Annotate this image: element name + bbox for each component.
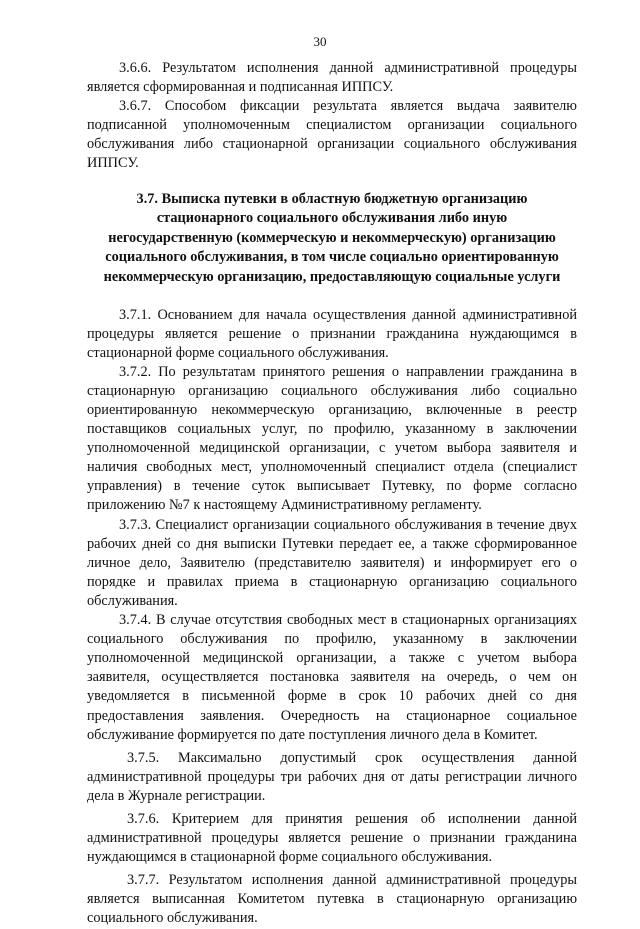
paragraph-3-7-2: 3.7.2. По результатам принятого решения о направлении гражданина в стационарную организацию социального обслуживания либо социально ориентированную некоммерческую организацию, включенные в реестр поставщиков социальных услуг, по профилю, указанному в заключении уполномоченной медицинской организации, с учетом выбора заявителя и наличия свободных мест, уполномоченный специалист отдела (специалист управления) в течение суток выписывает Путевку, по форме согласно приложению №7 к настоящему Административному регламенту.	[87, 363, 577, 514]
section-heading-3-7: 3.7. Выписка путевки в областную бюджетную организацию стационарного социального обслуживания либо иную негосударственную (коммерческую и некоммерческую) организацию социального обслуживания, в том числе социально ориентированную некоммерческую организацию, предоставляющую социальные услуги	[103, 190, 561, 285]
document-body	[87, 59, 577, 929]
page-number: 30	[313, 34, 327, 49]
paragraph-3-6-7: 3.6.7. Способом фиксации результата является выдача заявителю подписанной уполномоченным специалистом организации социального обслуживания либо стационарной организации социального обслуживания ИППСУ.	[87, 98, 577, 172]
paragraph-3-7-4: 3.7.4. В случае отсутствия свободных мест в стационарных организациях социального обслуживания по профилю, указанному в заключении уполномоченной медицинской организации, а также с учетом выбора заявителя, осуществляется постановка заявителя на очередь, о чем он уведомляется в письменной форме в срок 10 рабочих дней со дня предоставления заявления. Очередность на стационарное социальное обслуживание формируется по дате поступления личного дела в Комитет.	[87, 612, 577, 743]
paragraph-3-7-5: 3.7.5. Максимально допустимый срок осуществления данной административной процедуры три рабочих дня от даты регистрации личного дела в Журнале регистрации.	[87, 749, 577, 804]
paragraph-3-7-7: 3.7.7. Результатом исполнения данной административной процедуры является выписанная Комитетом путевка в стационарную организацию социального обслуживания.	[87, 872, 577, 927]
paragraph-3-6-6: 3.6.6. Результатом исполнения данной административной процедуры является сформированная и подписанная ИППСУ.	[87, 60, 577, 96]
paragraph-3-7-3: 3.7.3. Специалист организации социального обслуживания в течение двух рабочих дней со дня выписки Путевки передает ее, а также сформированное личное дело, Заявителю (представителю заявителя) и информирует его о порядке и правилах приема в стационарную организацию социального обслуживания.	[87, 516, 577, 609]
paragraph-3-7-6: 3.7.6. Критерием для принятия решения об исполнении данной административной процедуры является решение о признании гражданина нуждающимся в стационарной форме социального обслуживания.	[87, 810, 577, 866]
paragraph-3-7-1: 3.7.1. Основанием для начала осуществления данной административной процедуры является решение о признании гражданина нуждающимся в стационарной форме социального обслуживания.	[87, 306, 577, 361]
